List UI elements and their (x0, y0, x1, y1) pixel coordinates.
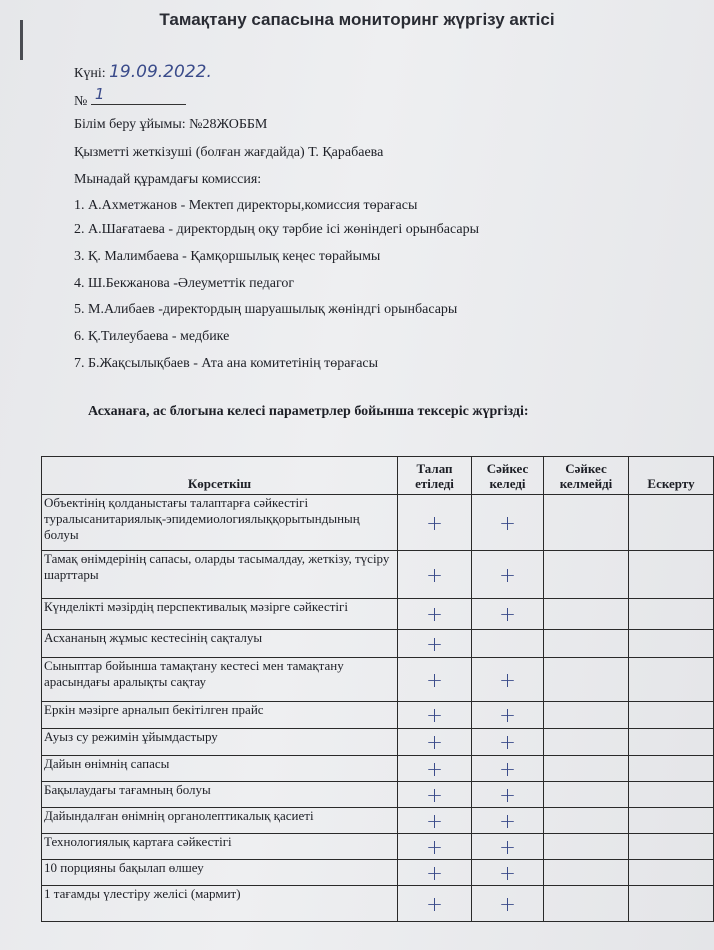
table-row (42, 860, 714, 886)
header-indicator: Көрсеткіш (42, 457, 398, 495)
cell-compliant: + (472, 495, 544, 551)
cell-note (629, 551, 714, 599)
table-row (42, 756, 714, 782)
cell-required: + (398, 702, 472, 729)
table-row (42, 808, 714, 834)
date-value: 19.09.2022. (109, 62, 212, 82)
cell-compliant (472, 630, 544, 658)
cell-indicator: Бақылаудағы тағамның болуы (42, 782, 398, 808)
inspection-table (41, 456, 714, 922)
header-note: Ескерту (629, 457, 714, 495)
header-required: Талап етіледі (398, 457, 472, 495)
table-row (42, 495, 714, 551)
cell-indicator: 1 тағамды үлестіру желісі (мармит) (42, 886, 398, 922)
cell-noncompliant (544, 729, 629, 756)
cell-noncompliant (544, 756, 629, 782)
number-line (74, 85, 186, 110)
table-header-row (42, 457, 714, 495)
header-noncompliant: Сәйкес келмейді (544, 457, 629, 495)
cell-note (629, 782, 714, 808)
cell-note (629, 756, 714, 782)
date-label: Күні: (74, 66, 106, 81)
cell-compliant: + (472, 808, 544, 834)
cell-compliant: + (472, 702, 544, 729)
commission-member: 6. Қ.Тилеубаева - медбике (74, 329, 230, 344)
number-underline (91, 85, 186, 105)
commission-member: 1. А.Ахметжанов - Мектеп директоры,комиссия төрағасы (74, 198, 418, 213)
cell-indicator: Асхананың жұмыс кестесінің сақталуы (42, 630, 398, 658)
cell-compliant: + (472, 658, 544, 702)
org-line: Білім беру ұйымы: №28ЖОББМ (74, 117, 268, 132)
cell-note (629, 886, 714, 922)
cell-noncompliant (544, 599, 629, 630)
cell-note (629, 702, 714, 729)
cell-indicator: Объектінің қолданыстағы талаптарға сәйкестігі туралысанитариялық-эпидемиологиялыққорытындының болуы (42, 495, 398, 551)
cell-noncompliant (544, 630, 629, 658)
cell-required: + (398, 495, 472, 551)
cell-indicator: Тамақ өнімдерінің сапасы, оларды тасымалдау, жеткізу, түсіру шарттары (42, 551, 398, 599)
cell-indicator: Дайындалған өнімнің органолептикалық қасиеті (42, 808, 398, 834)
table-row (42, 658, 714, 702)
cell-compliant: + (472, 729, 544, 756)
cell-required: + (398, 808, 472, 834)
header-compliant: Сәйкес келеді (472, 457, 544, 495)
cell-compliant: + (472, 834, 544, 860)
cell-required: + (398, 630, 472, 658)
cell-noncompliant (544, 808, 629, 834)
cell-required: + (398, 658, 472, 702)
cell-indicator: 10 порцияны бақылап өлшеу (42, 860, 398, 886)
cell-required: + (398, 551, 472, 599)
number-value: 1 (94, 85, 105, 103)
table-row (42, 630, 714, 658)
cell-compliant: + (472, 599, 544, 630)
cell-note (629, 834, 714, 860)
cell-note (629, 599, 714, 630)
section-title: Асханаға, ас блогына келесі параметрлер бойынша тексеріс жүргізді: (88, 404, 529, 419)
cell-indicator: Технологиялық картаға сәйкестігі (42, 834, 398, 860)
table-row (42, 599, 714, 630)
cell-compliant: + (472, 756, 544, 782)
cell-required: + (398, 599, 472, 630)
cell-noncompliant (544, 782, 629, 808)
cell-noncompliant (544, 702, 629, 729)
cell-compliant: + (472, 782, 544, 808)
cell-noncompliant (544, 860, 629, 886)
supplier-line: Қызметті жеткізуші (болған жағдайда) Т. Қарабаева (74, 145, 384, 160)
cell-indicator: Ауыз су режимін ұйымдастыру (42, 729, 398, 756)
cell-required: + (398, 860, 472, 886)
cell-compliant: + (472, 551, 544, 599)
table-row (42, 782, 714, 808)
cell-noncompliant (544, 495, 629, 551)
cell-noncompliant (544, 834, 629, 860)
cell-required: + (398, 782, 472, 808)
cell-note (629, 658, 714, 702)
cell-required: + (398, 834, 472, 860)
table-row (42, 551, 714, 599)
table-row (42, 729, 714, 756)
cell-note (629, 495, 714, 551)
table-row (42, 886, 714, 922)
cell-note (629, 729, 714, 756)
cell-compliant: + (472, 860, 544, 886)
commission-member: 4. Ш.Бекжанова -Әлеуметтік педагог (74, 276, 295, 291)
cell-noncompliant (544, 886, 629, 922)
cell-indicator: Дайын өнімнің сапасы (42, 756, 398, 782)
cell-indicator: Сыныптар бойынша тамақтану кестесі мен тамақтану арасындағы аралықты сақтау (42, 658, 398, 702)
cell-note (629, 860, 714, 886)
cell-noncompliant (544, 551, 629, 599)
document-title: Тамақтану сапасына мониторинг жүргізу актісі (159, 10, 555, 29)
commission-member: 5. М.Алибаев -директордың шаруашылық жөніндгі орынбасары (74, 302, 458, 317)
cell-note (629, 808, 714, 834)
table-row (42, 834, 714, 860)
commission-member: 2. А.Шағатаева - директордың оқу тәрбие ісі жөніндегі орынбасары (74, 222, 479, 237)
cell-indicator: Еркін мәзірге арналып бекітілген прайс (42, 702, 398, 729)
commission-label: Мынадай құрамдағы комиссия: (74, 172, 262, 187)
cell-required: + (398, 729, 472, 756)
cell-required: + (398, 886, 472, 922)
cell-noncompliant (544, 658, 629, 702)
cell-indicator: Күнделікті мәзірдің перспективалық мәзірге сәйкестігі (42, 599, 398, 630)
commission-member: 3. Қ. Малимбаева - Қамқоршылық кеңес төрайымы (74, 249, 381, 264)
commission-member: 7. Б.Жақсылықбаев - Ата ана комитетінің төрағасы (74, 356, 379, 371)
cell-note (629, 630, 714, 658)
date-line (74, 62, 212, 82)
cell-compliant: + (472, 886, 544, 922)
number-label: № (74, 94, 88, 109)
cell-required: + (398, 756, 472, 782)
table-row (42, 702, 714, 729)
